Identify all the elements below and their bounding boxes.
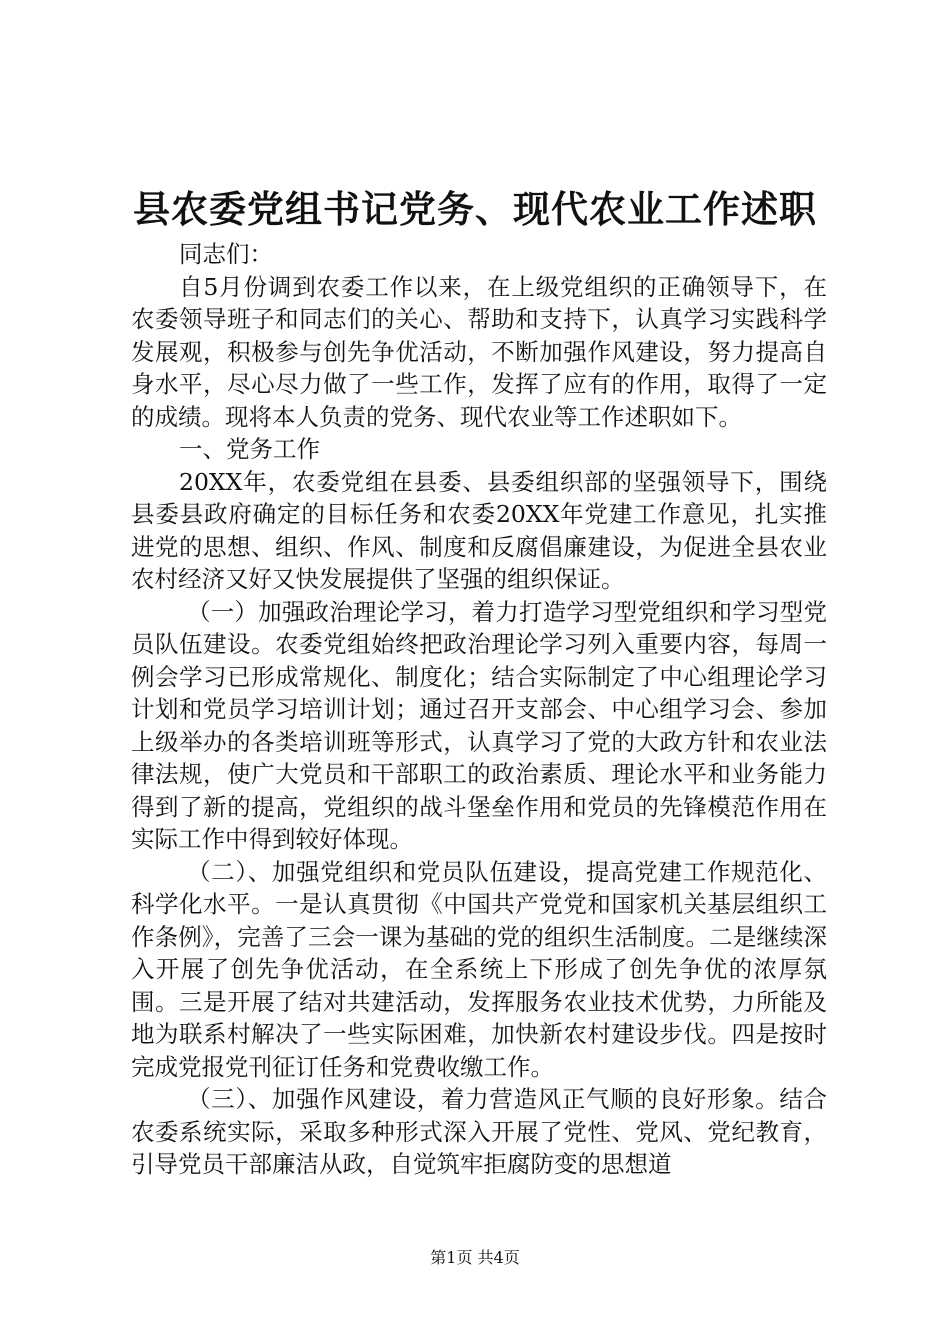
document-title: 县农委党组书记党务、现代农业工作述职 bbox=[133, 188, 817, 231]
salutation: 同志们： bbox=[179, 240, 273, 268]
paragraph-theory-study: （一）加强政治理论学习，着力打造学习型党组织和学习型党员队伍建设。农委党组始终把政治理论学习列入重要内容，每周一例会学习已形成常规化、制度化；结合实际制定了中心组理论学习计划和党员学习培训计划；通过召开支部会、中心组学习会、参加上级举办的各类培训班等形式，认真学习了党的大政方针和农业法律法规，使广大党员和干部职工的政治素质、理论水平和业务能力得到了新的提高，党组织的战斗堡垒作用和党员的先锋模范作用在实际工作中得到较好体现。 bbox=[131, 597, 827, 853]
paragraph-work-style: （三）、加强作风建设，着力营造风正气顺的良好形象。结合农委系统实际，采取多种形式深入开展了党性、党风、党纪教育，引导党员干部廉洁从政，自觉筑牢拒腐防变的思想道 bbox=[131, 1085, 827, 1178]
section-heading-party-affairs: 一、党务工作 bbox=[179, 435, 320, 463]
paragraph-intro: 自5月份调到农委工作以来，在上级党组织的正确领导下，在农委领导班子和同志们的关心、帮助和支持下，认真学习实践科学发展观，积极参与创先争优活动，不断加强作风建设，努力提高自身水平，尽心尽力做了一些工作，发挥了应有的作用，取得了一定的成绩。现将本人负责的党务、现代农业等工作述职如下。 bbox=[131, 272, 827, 431]
page-number-footer: 第1页 共4页 bbox=[430, 1248, 520, 1267]
paragraph-party-overview: 20XX年，农委党组在县委、县委组织部的坚强领导下，围绕县委县政府确定的目标任务和农委20XX年党建工作意见，扎实推进党的思想、组织、作风、制度和反腐倡廉建设，为促进全县农业农村经济又好又快发展提供了坚强的组织保证。 bbox=[131, 467, 827, 593]
document-body bbox=[131, 238, 827, 1181]
paragraph-organization-building: （二）、加强党组织和党员队伍建设，提高党建工作规范化、科学化水平。一是认真贯彻《中国共产党党和国家机关基层组织工作条例》，完善了三会一课为基础的党的组织生活制度。二是继续深入开展了创先争优活动，在全系统上下形成了创先争优的浓厚氛围。三是开展了结对共建活动，发挥服务农业技术优势，力所能及地为联系村解决了一些实际困难，加快新农村建设步伐。四是按时完成党报党刊征订任务和党费收缴工作。 bbox=[131, 857, 827, 1081]
